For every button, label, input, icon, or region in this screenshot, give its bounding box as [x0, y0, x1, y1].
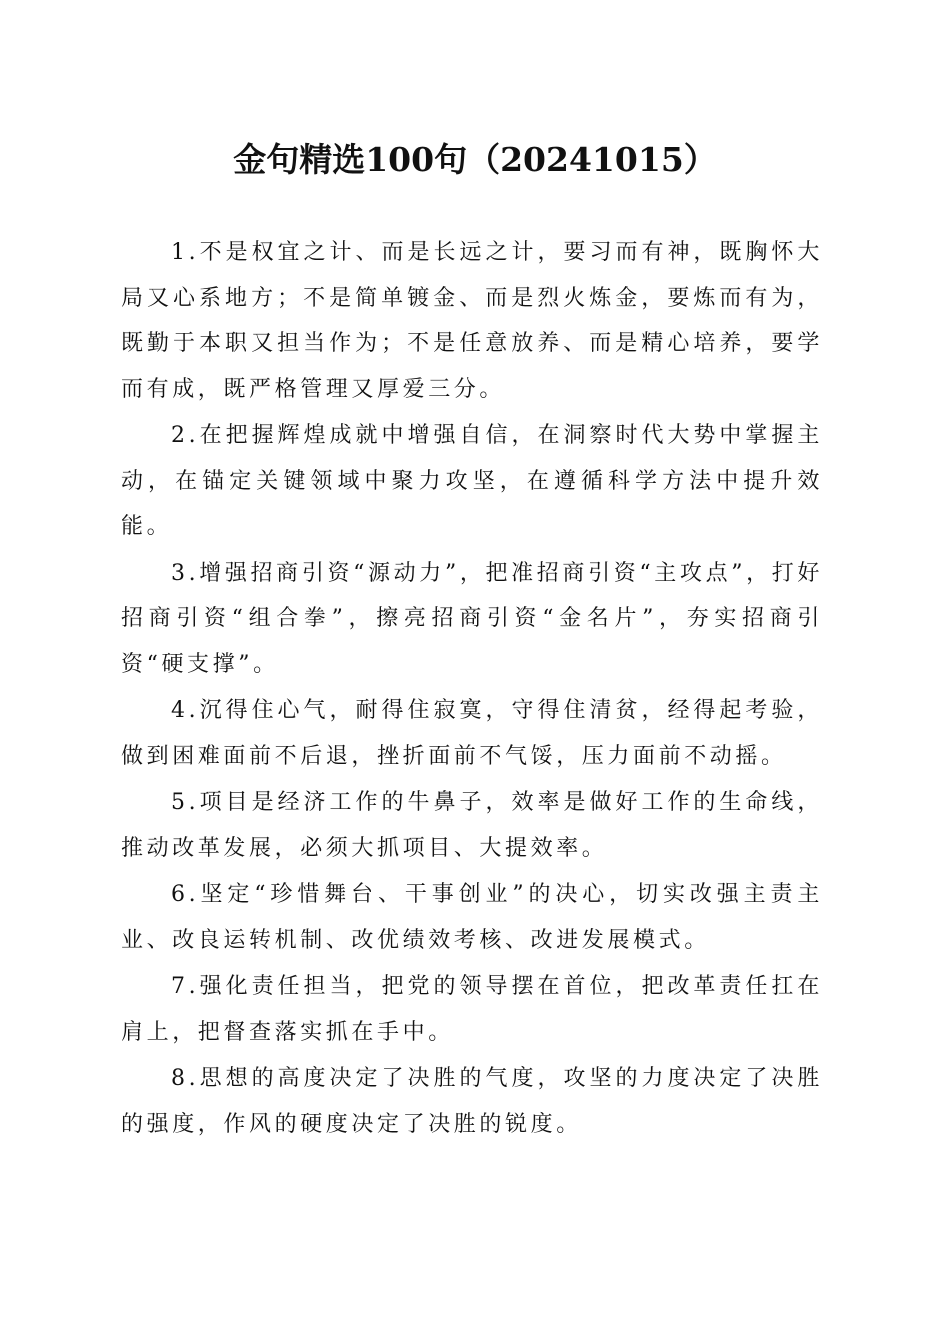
paragraph-4: 4.沉得住心气，耐得住寂寞，守得住清贫，经得起考验，做到困难面前不后退，挫折面前不气馁，压力面前不动摇。	[121, 698, 823, 769]
document-title: 金句精选100句（20241015）	[233, 140, 717, 179]
paragraph-2: 2.在把握辉煌成就中增强自信，在洞察时代大势中掌握主动，在锚定关键领域中聚力攻坚，在遵循科学方法中提升效能。	[121, 423, 823, 539]
paragraph-6: 6.坚定“珍惜舞台、干事创业”的决心，切实改强主责主业、改良运转机制、改优绩效考核、改进发展模式。	[121, 882, 823, 953]
paragraph-1: 1.不是权宜之计、而是长远之计，要习而有神，既胸怀大局又心系地方；不是简单镀金、而是烈火炼金，要炼而有为，既勤于本职又担当作为；不是任意放养、而是精心培养，要学而有成，既严格管理又厚爱三分。	[121, 240, 823, 402]
document-body	[121, 230, 823, 1148]
paragraph-7: 7.强化责任担当，把党的领导摆在首位，把改革责任扛在肩上，把督查落实抓在手中。	[121, 974, 823, 1045]
paragraph-5: 5.项目是经济工作的牛鼻子，效率是做好工作的生命线，推动改革发展，必须大抓项目、大提效率。	[121, 790, 823, 861]
paragraph-8: 8.思想的高度决定了决胜的气度，攻坚的力度决定了决胜的强度，作风的硬度决定了决胜的锐度。	[121, 1066, 823, 1137]
paragraph-3: 3.增强招商引资“源动力”，把准招商引资“主攻点”，打好招商引资“组合拳”，擦亮招商引资“金名片”，夯实招商引资“硬支撑”。	[121, 560, 823, 677]
